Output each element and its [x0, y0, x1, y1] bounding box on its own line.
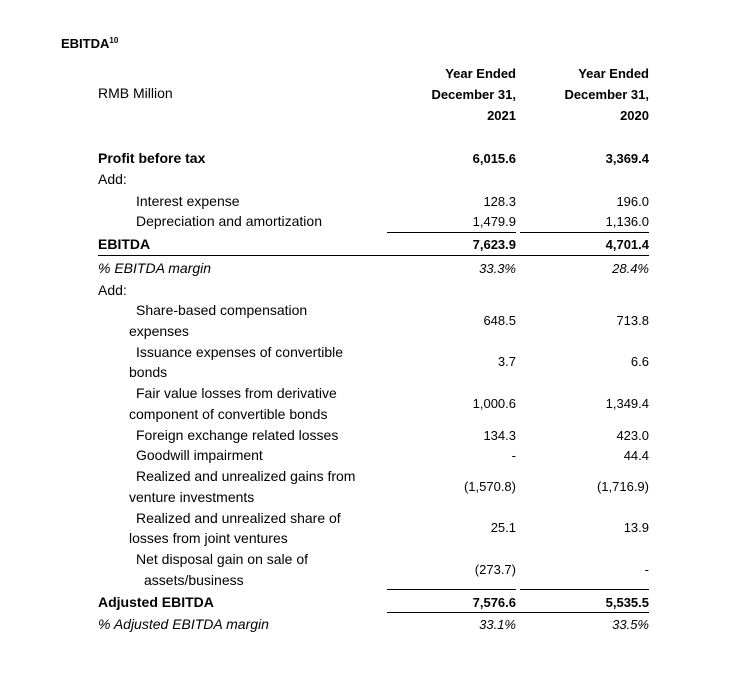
subtotal-rule-2020 — [520, 589, 649, 590]
value-venture-2020: (1,716.9) — [596, 479, 649, 494]
value-profit-before-tax-2020: 3,369.4 — [605, 151, 649, 166]
footnote-ref: 10 — [109, 36, 119, 45]
row-label-fair-value: Fair value losses from derivative — [136, 385, 337, 401]
row-label-ebitda: EBITDA — [98, 236, 151, 252]
value-issuance-2021: 3.7 — [497, 354, 516, 369]
row-label-add: Add: — [98, 282, 127, 298]
row-label-disposal: Net disposal gain on sale of — [136, 551, 308, 567]
row-label-adjusted-margin: % Adjusted EBITDA margin — [98, 616, 269, 632]
value-ebitda-2020: 4,701.4 — [605, 237, 649, 252]
value-share-based-2021: 648.5 — [483, 313, 516, 328]
row-label-issuance-cont: bonds — [129, 364, 168, 380]
value-venture-2021: (1,570.8) — [463, 479, 516, 494]
subtotal-rule-2020 — [520, 232, 649, 233]
column-header-2021: Year Ended December 31, 2021 — [431, 66, 516, 123]
subtotal-rule-2021 — [387, 232, 516, 233]
value-fair-value-2020: 1,349.4 — [605, 396, 649, 411]
value-adjusted-margin-2021: 33.1% — [479, 617, 516, 632]
row-label-issuance: Issuance expenses of convertible — [136, 344, 344, 360]
value-joint-ventures-2020: 13.9 — [623, 520, 649, 535]
row-label-joint-ventures: Realized and unrealized share of — [136, 510, 341, 526]
row-label-joint-ventures-cont: losses from joint ventures — [129, 530, 288, 546]
value-fair-value-2021: 1,000.6 — [472, 396, 516, 411]
row-label-ebitda-margin: % EBITDA margin — [98, 260, 212, 276]
value-fx-losses-2021: 134.3 — [483, 428, 516, 443]
row-label-fair-value-cont: component of convertible bonds — [129, 406, 328, 422]
value-share-based-2020: 713.8 — [616, 313, 649, 328]
value-disposal-2021: (273.7) — [474, 562, 516, 577]
row-label-disposal-cont: assets/business — [144, 572, 244, 588]
value-ebitda-margin-2021: 33.3% — [479, 261, 516, 276]
value-depreciation-2020: 1,136.0 — [605, 214, 649, 229]
value-ebitda-2021: 7,623.9 — [472, 237, 516, 252]
row-label-adjusted-ebitda: Adjusted EBITDA — [98, 594, 214, 610]
section-title: EBITDA$^{10}$ — [61, 36, 119, 51]
total-rule — [98, 255, 649, 256]
row-label-add: Add: — [98, 171, 127, 187]
value-fx-losses-2020: 423.0 — [616, 428, 649, 443]
value-adjusted-ebitda-2020: 5,535.5 — [605, 595, 649, 610]
row-label-venture-cont: venture investments — [129, 489, 255, 505]
value-issuance-2020: 6.6 — [630, 354, 649, 369]
value-adjusted-ebitda-2021: 7,576.6 — [472, 595, 516, 610]
value-interest-expense-2020: 196.0 — [616, 194, 649, 209]
value-profit-before-tax-2021: 6,015.6 — [472, 151, 516, 166]
value-disposal-2020: - — [644, 562, 649, 577]
column-header-2020: Year Ended December 31, 2020 — [564, 66, 649, 123]
row-label-share-based-cont: expenses — [129, 323, 189, 339]
row-label-profit-before-tax: Profit before tax — [98, 150, 206, 166]
row-label-depreciation: Depreciation and amortization — [136, 213, 322, 229]
row-label-venture: Realized and unrealized gains from — [136, 468, 356, 484]
row-label-interest-expense: Interest expense — [136, 193, 240, 209]
value-joint-ventures-2021: 25.1 — [490, 520, 516, 535]
total-rule — [387, 612, 649, 613]
value-interest-expense-2021: 128.3 — [483, 194, 516, 209]
row-label-goodwill: Goodwill impairment — [136, 447, 263, 463]
value-adjusted-margin-2020: 33.5% — [612, 617, 649, 632]
subtotal-rule-2021 — [387, 589, 516, 590]
row-label-fx-losses: Foreign exchange related losses — [136, 427, 339, 443]
value-depreciation-2021: 1,479.9 — [472, 214, 516, 229]
value-goodwill-2021: - — [511, 448, 516, 463]
value-ebitda-margin-2020: 28.4% — [612, 261, 649, 276]
unit-label: RMB Million — [98, 85, 173, 101]
value-goodwill-2020: 44.4 — [623, 448, 649, 463]
row-label-share-based: Share-based compensation — [136, 302, 308, 318]
